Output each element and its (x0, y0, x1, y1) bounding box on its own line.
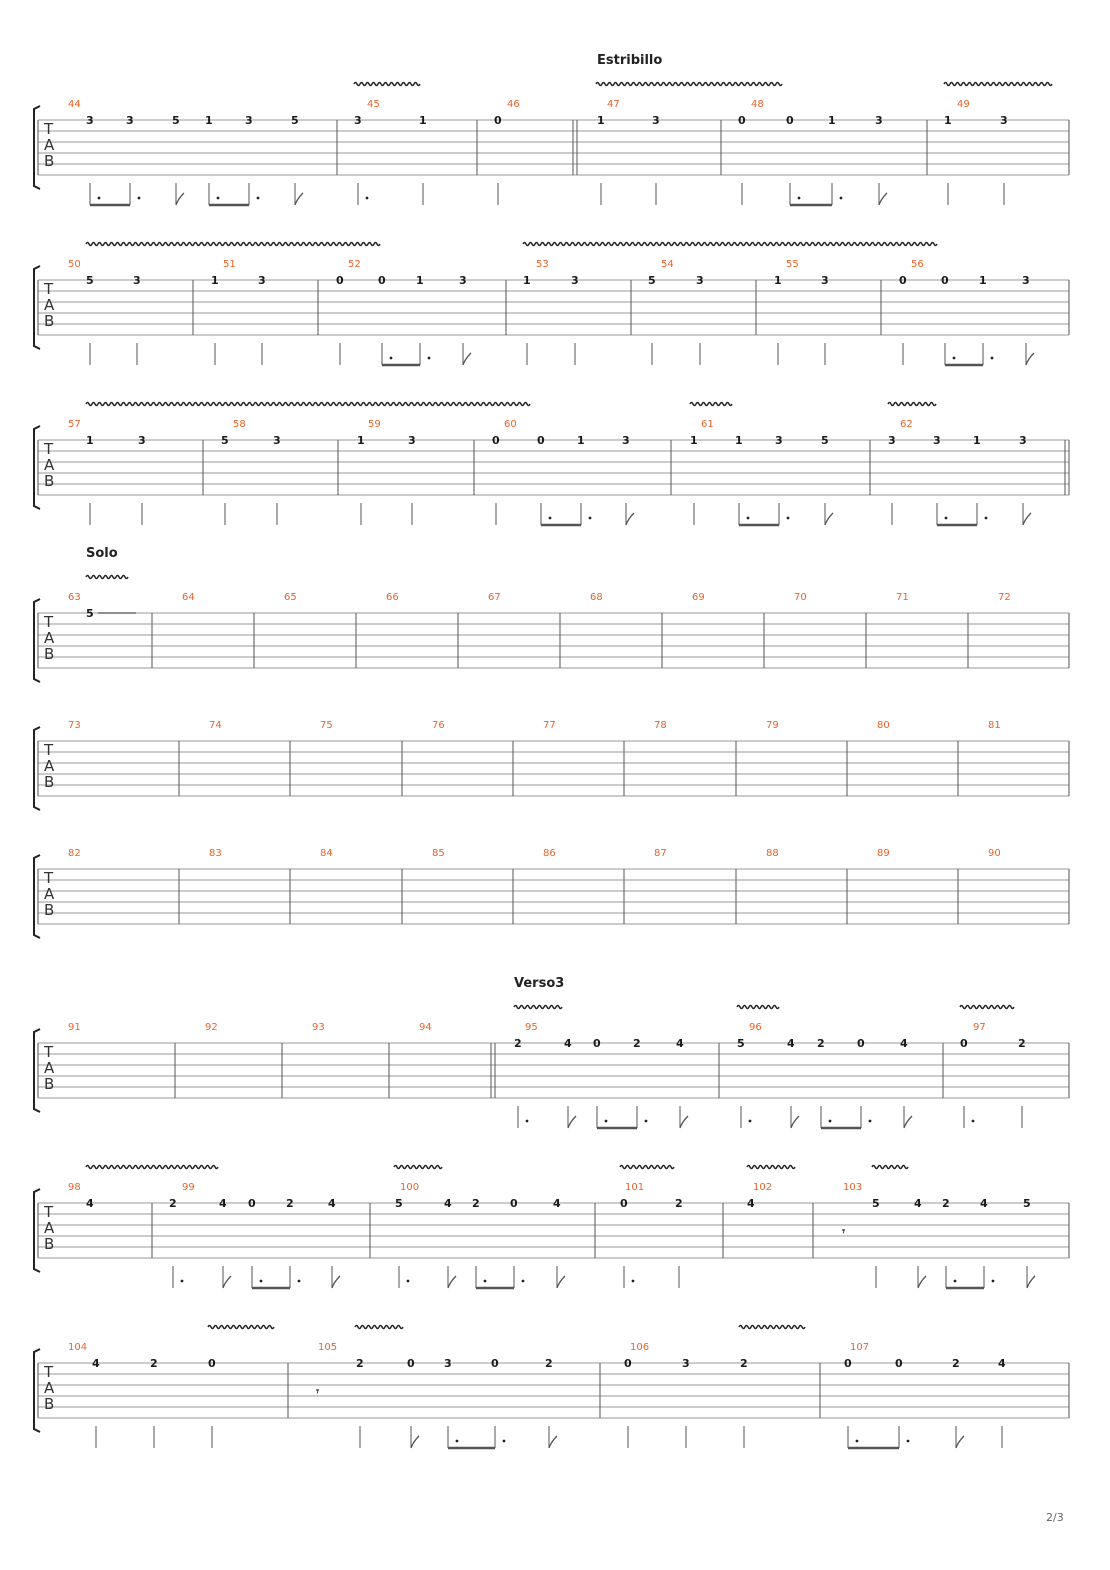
eighth-flag (295, 193, 303, 205)
fret-number: 0 (786, 114, 794, 127)
fret-number: 2 (1018, 1037, 1026, 1050)
fret-number: 4 (980, 1197, 988, 1210)
system-bracket (34, 1189, 40, 1272)
fret-number: 3 (86, 114, 94, 127)
bar-number: 71 (896, 592, 909, 603)
bar-number: 74 (209, 720, 222, 731)
fret-number: 3 (444, 1357, 452, 1370)
eighth-flag (557, 1276, 565, 1288)
bar-number: 76 (432, 720, 445, 731)
bar-number: 100 (400, 1182, 420, 1193)
fret-number: 3 (133, 274, 141, 287)
section-label: Solo (86, 546, 118, 561)
fret-number: 3 (1022, 274, 1030, 287)
system-bracket (34, 426, 40, 509)
vibrato-mark (596, 83, 782, 86)
fret-number: 3 (571, 274, 579, 287)
eighth-flag (463, 353, 471, 365)
eighth-flag (680, 1116, 688, 1128)
fret-number: 0 (738, 114, 746, 127)
tab-clef-letter: B (44, 1075, 55, 1093)
fret-number: 5 (86, 607, 94, 620)
vibrato-mark (872, 1166, 908, 1169)
fret-number: 0 (537, 434, 545, 447)
dot (747, 517, 750, 520)
fret-number: 2 (633, 1037, 641, 1050)
vibrato-mark (208, 1326, 274, 1329)
tab-clef-letter: A (44, 629, 55, 647)
dot (366, 197, 369, 200)
bar-number: 50 (68, 259, 81, 270)
dot (589, 517, 592, 520)
dot (484, 1280, 487, 1283)
fret-number: 5 (872, 1197, 880, 1210)
fret-number: 3 (245, 114, 253, 127)
fret-number: 4 (747, 1197, 755, 1210)
fret-number: 1 (577, 434, 585, 447)
bar-number: 93 (312, 1022, 325, 1033)
tab-clef-letter: T (44, 1203, 54, 1221)
bar-number: 97 (973, 1022, 986, 1033)
bar-number: 81 (988, 720, 1001, 731)
system-bracket (34, 1029, 40, 1112)
eighth-flag (549, 1436, 557, 1448)
tab-clef-letter: T (44, 613, 54, 631)
eighth-flag (411, 1436, 419, 1448)
tab-clef-letter: T (44, 741, 54, 759)
dot (298, 1280, 301, 1283)
dot (138, 197, 141, 200)
dot (526, 1120, 529, 1123)
fret-number: 2 (472, 1197, 480, 1210)
eighth-flag (879, 193, 887, 205)
tab-clef-letter: T (44, 120, 54, 138)
fret-number: 3 (126, 114, 134, 127)
fret-number: 5 (86, 274, 94, 287)
fret-number: 2 (942, 1197, 950, 1210)
tab-clef-letter: B (44, 152, 55, 170)
bar-number: 98 (68, 1182, 81, 1193)
bar-number: 59 (368, 419, 381, 430)
vibrato-mark (86, 1166, 218, 1169)
tab-clef-letter: B (44, 1395, 55, 1413)
bar-number: 106 (630, 1342, 650, 1353)
tab-clef-letter: T (44, 440, 54, 458)
bar-number: 78 (654, 720, 667, 731)
vibrato-mark (354, 83, 420, 86)
tab-clef-letter: B (44, 773, 55, 791)
system-bracket (34, 106, 40, 189)
fret-number: 3 (354, 114, 362, 127)
fret-number: 4 (92, 1357, 100, 1370)
dot (985, 517, 988, 520)
bar-number: 46 (507, 99, 520, 110)
fret-number: 4 (676, 1037, 684, 1050)
dot (522, 1280, 525, 1283)
tab-clef-letter: A (44, 456, 55, 474)
vibrato-mark (620, 1166, 674, 1169)
tab-clef-letter: A (44, 136, 55, 154)
bar-number: 52 (348, 259, 361, 270)
dot (953, 357, 956, 360)
fret-number: 3 (775, 434, 783, 447)
fret-number: 3 (875, 114, 883, 127)
fret-number: 5 (291, 114, 299, 127)
fret-number: 3 (138, 434, 146, 447)
tab-clef-letter: T (44, 280, 54, 298)
fret-number: 5 (395, 1197, 403, 1210)
dot (390, 357, 393, 360)
bar-number: 51 (223, 259, 236, 270)
bar-number: 82 (68, 848, 81, 859)
tab-clef-letter: A (44, 1219, 55, 1237)
fret-number: 3 (273, 434, 281, 447)
eighth-flag (956, 1436, 964, 1448)
vibrato-mark (888, 403, 936, 406)
eighth-flag (332, 1276, 340, 1288)
bar-number: 56 (911, 259, 924, 270)
fret-number: 0 (895, 1357, 903, 1370)
fret-number: 3 (696, 274, 704, 287)
fret-number: 5 (172, 114, 180, 127)
bar-number: 85 (432, 848, 445, 859)
fret-number: 0 (208, 1357, 216, 1370)
fret-number: 4 (564, 1037, 572, 1050)
fret-number: 0 (336, 274, 344, 287)
bar-number: 70 (794, 592, 807, 603)
bar-number: 104 (68, 1342, 88, 1353)
fret-number: 0 (624, 1357, 632, 1370)
bar-number: 67 (488, 592, 501, 603)
fret-number: 0 (899, 274, 907, 287)
bar-number: 96 (749, 1022, 762, 1033)
dot (798, 197, 801, 200)
bar-number: 47 (607, 99, 620, 110)
bar-number: 107 (850, 1342, 870, 1353)
eighth-flag (1027, 1276, 1035, 1288)
fret-number: 3 (258, 274, 266, 287)
fret-number: 1 (523, 274, 531, 287)
fret-number: 4 (328, 1197, 336, 1210)
tab-clef-letter: A (44, 1059, 55, 1077)
bar-number: 68 (590, 592, 603, 603)
fret-number: 0 (494, 114, 502, 127)
dot (257, 197, 260, 200)
bar-number: 84 (320, 848, 333, 859)
fret-number: 5 (737, 1037, 745, 1050)
fret-number: 3 (682, 1357, 690, 1370)
tab-clef-letter: A (44, 757, 55, 775)
fret-number: 0 (593, 1037, 601, 1050)
eighth-flag (176, 193, 184, 205)
vibrato-mark (523, 243, 937, 246)
bar-number: 57 (68, 419, 81, 430)
dot (869, 1120, 872, 1123)
fret-number: 5 (221, 434, 229, 447)
dot (907, 1440, 910, 1443)
fret-number: 0 (407, 1357, 415, 1370)
fret-number: 1 (735, 434, 743, 447)
fret-number: 4 (553, 1197, 561, 1210)
eighth-flag (825, 513, 833, 525)
eighth-flag (448, 1276, 456, 1288)
fret-number: 1 (944, 114, 952, 127)
bar-number: 75 (320, 720, 333, 731)
bar-number: 58 (233, 419, 246, 430)
dot (503, 1440, 506, 1443)
eighth-flag (918, 1276, 926, 1288)
fret-number: 2 (545, 1357, 553, 1370)
fret-number: 2 (150, 1357, 158, 1370)
bar-number: 53 (536, 259, 549, 270)
eighth-flag (1023, 513, 1031, 525)
vibrato-mark (739, 1326, 805, 1329)
fret-number: 0 (844, 1357, 852, 1370)
dot (456, 1440, 459, 1443)
fret-number: 3 (622, 434, 630, 447)
bar-number: 105 (318, 1342, 338, 1353)
dot (840, 197, 843, 200)
bar-number: 86 (543, 848, 556, 859)
bar-number: 45 (367, 99, 380, 110)
fret-number: 4 (900, 1037, 908, 1050)
dot (632, 1280, 635, 1283)
dot (856, 1440, 859, 1443)
fret-number: 0 (378, 274, 386, 287)
fret-number: 0 (941, 274, 949, 287)
fret-number: 2 (169, 1197, 177, 1210)
bar-number: 103 (843, 1182, 863, 1193)
bar-number: 48 (751, 99, 764, 110)
vibrato-mark (86, 576, 128, 579)
bar-number: 87 (654, 848, 667, 859)
bar-number: 60 (504, 419, 517, 430)
system-bracket (34, 727, 40, 810)
bar-number: 64 (182, 592, 195, 603)
dot (260, 1280, 263, 1283)
bar-number: 49 (957, 99, 970, 110)
tab-clef-letter: B (44, 312, 55, 330)
eighth-flag (626, 513, 634, 525)
bar-number: 88 (766, 848, 779, 859)
tab-clef-letter: T (44, 1363, 54, 1381)
fret-number: 2 (817, 1037, 825, 1050)
fret-number: 4 (219, 1197, 227, 1210)
fret-number: 2 (356, 1357, 364, 1370)
fret-number: 5 (821, 434, 829, 447)
bar-number: 99 (182, 1182, 195, 1193)
fret-number: 1 (205, 114, 213, 127)
fret-number: 3 (933, 434, 941, 447)
fret-number: 1 (416, 274, 424, 287)
eighth-rest: 𝄾 (316, 1385, 319, 1398)
dot (991, 357, 994, 360)
dot (945, 517, 948, 520)
fret-number: 1 (419, 114, 427, 127)
vibrato-mark (86, 403, 530, 406)
fret-number: 3 (408, 434, 416, 447)
tab-clef-letter: B (44, 472, 55, 490)
tab-clef-letter: B (44, 901, 55, 919)
bar-number: 83 (209, 848, 222, 859)
bar-number: 102 (753, 1182, 773, 1193)
eighth-flag (791, 1116, 799, 1128)
vibrato-mark (355, 1326, 403, 1329)
bar-number: 73 (68, 720, 81, 731)
system-bracket (34, 1349, 40, 1432)
bar-number: 62 (900, 419, 913, 430)
bar-number: 80 (877, 720, 890, 731)
dot (787, 517, 790, 520)
dot (217, 197, 220, 200)
bar-number: 94 (419, 1022, 432, 1033)
dot (181, 1280, 184, 1283)
fret-number: 2 (286, 1197, 294, 1210)
bar-number: 79 (766, 720, 779, 731)
eighth-rest: 𝄾 (842, 1225, 845, 1238)
system-bracket (34, 855, 40, 938)
tab-clef-letter: T (44, 1043, 54, 1061)
fret-number: 1 (211, 274, 219, 287)
bar-number: 91 (68, 1022, 81, 1033)
vibrato-mark (394, 1166, 442, 1169)
dot (829, 1120, 832, 1123)
fret-number: 4 (86, 1197, 94, 1210)
fret-number: 0 (248, 1197, 256, 1210)
fret-number: 0 (960, 1037, 968, 1050)
bar-number: 69 (692, 592, 705, 603)
bar-number: 65 (284, 592, 297, 603)
fret-number: 4 (444, 1197, 452, 1210)
fret-number: 3 (1019, 434, 1027, 447)
eighth-flag (568, 1116, 576, 1128)
tab-clef-letter: B (44, 645, 55, 663)
eighth-flag (904, 1116, 912, 1128)
fret-number: 1 (973, 434, 981, 447)
dot (749, 1120, 752, 1123)
dot (428, 357, 431, 360)
fret-number: 2 (675, 1197, 683, 1210)
fret-number: 2 (740, 1357, 748, 1370)
vibrato-mark (944, 83, 1052, 86)
fret-number: 4 (998, 1357, 1006, 1370)
tab-clef-letter: B (44, 1235, 55, 1253)
fret-number: 0 (857, 1037, 865, 1050)
eighth-flag (1026, 353, 1034, 365)
bar-number: 89 (877, 848, 890, 859)
page-number: 2/3 (1046, 1511, 1064, 1524)
dot (992, 1280, 995, 1283)
tab-clef-letter: A (44, 296, 55, 314)
section-label: Estribillo (597, 53, 663, 68)
dot (549, 517, 552, 520)
dot (605, 1120, 608, 1123)
bar-number: 72 (998, 592, 1011, 603)
bar-number: 101 (625, 1182, 645, 1193)
fret-number: 2 (514, 1037, 522, 1050)
dot (645, 1120, 648, 1123)
fret-number: 1 (774, 274, 782, 287)
fret-number: 5 (648, 274, 656, 287)
bar-number: 90 (988, 848, 1001, 859)
fret-number: 3 (652, 114, 660, 127)
vibrato-mark (690, 403, 732, 406)
fret-number: 5 (1023, 1197, 1031, 1210)
fret-number: 2 (952, 1357, 960, 1370)
bar-number: 95 (525, 1022, 538, 1033)
section-label: Verso3 (514, 976, 565, 991)
eighth-flag (223, 1276, 231, 1288)
bar-number: 77 (543, 720, 556, 731)
tab-clef-letter: T (44, 869, 54, 887)
fret-number: 0 (620, 1197, 628, 1210)
fret-number: 4 (787, 1037, 795, 1050)
fret-number: 1 (357, 434, 365, 447)
vibrato-mark (86, 243, 380, 246)
bar-number: 63 (68, 592, 81, 603)
vibrato-mark (747, 1166, 795, 1169)
tab-clef-letter: A (44, 885, 55, 903)
bar-number: 92 (205, 1022, 218, 1033)
dot (972, 1120, 975, 1123)
fret-number: 3 (459, 274, 467, 287)
bar-number: 54 (661, 259, 674, 270)
fret-number: 1 (597, 114, 605, 127)
tab-clef-letter: A (44, 1379, 55, 1397)
fret-number: 0 (510, 1197, 518, 1210)
vibrato-mark (737, 1006, 779, 1009)
dot (407, 1280, 410, 1283)
bar-number: 55 (786, 259, 799, 270)
bar-number: 44 (68, 99, 81, 110)
fret-number: 1 (979, 274, 987, 287)
dot (98, 197, 101, 200)
fret-number: 3 (821, 274, 829, 287)
vibrato-mark (960, 1006, 1014, 1009)
fret-number: 0 (492, 434, 500, 447)
fret-number: 1 (86, 434, 94, 447)
bar-number: 66 (386, 592, 399, 603)
fret-number: 4 (914, 1197, 922, 1210)
bar-number: 61 (701, 419, 714, 430)
fret-number: 0 (491, 1357, 499, 1370)
vibrato-mark (514, 1006, 562, 1009)
fret-number: 1 (690, 434, 698, 447)
fret-number: 1 (828, 114, 836, 127)
fret-number: 3 (888, 434, 896, 447)
system-bracket (34, 599, 40, 682)
system-bracket (34, 266, 40, 349)
dot (954, 1280, 957, 1283)
fret-number: 3 (1000, 114, 1008, 127)
